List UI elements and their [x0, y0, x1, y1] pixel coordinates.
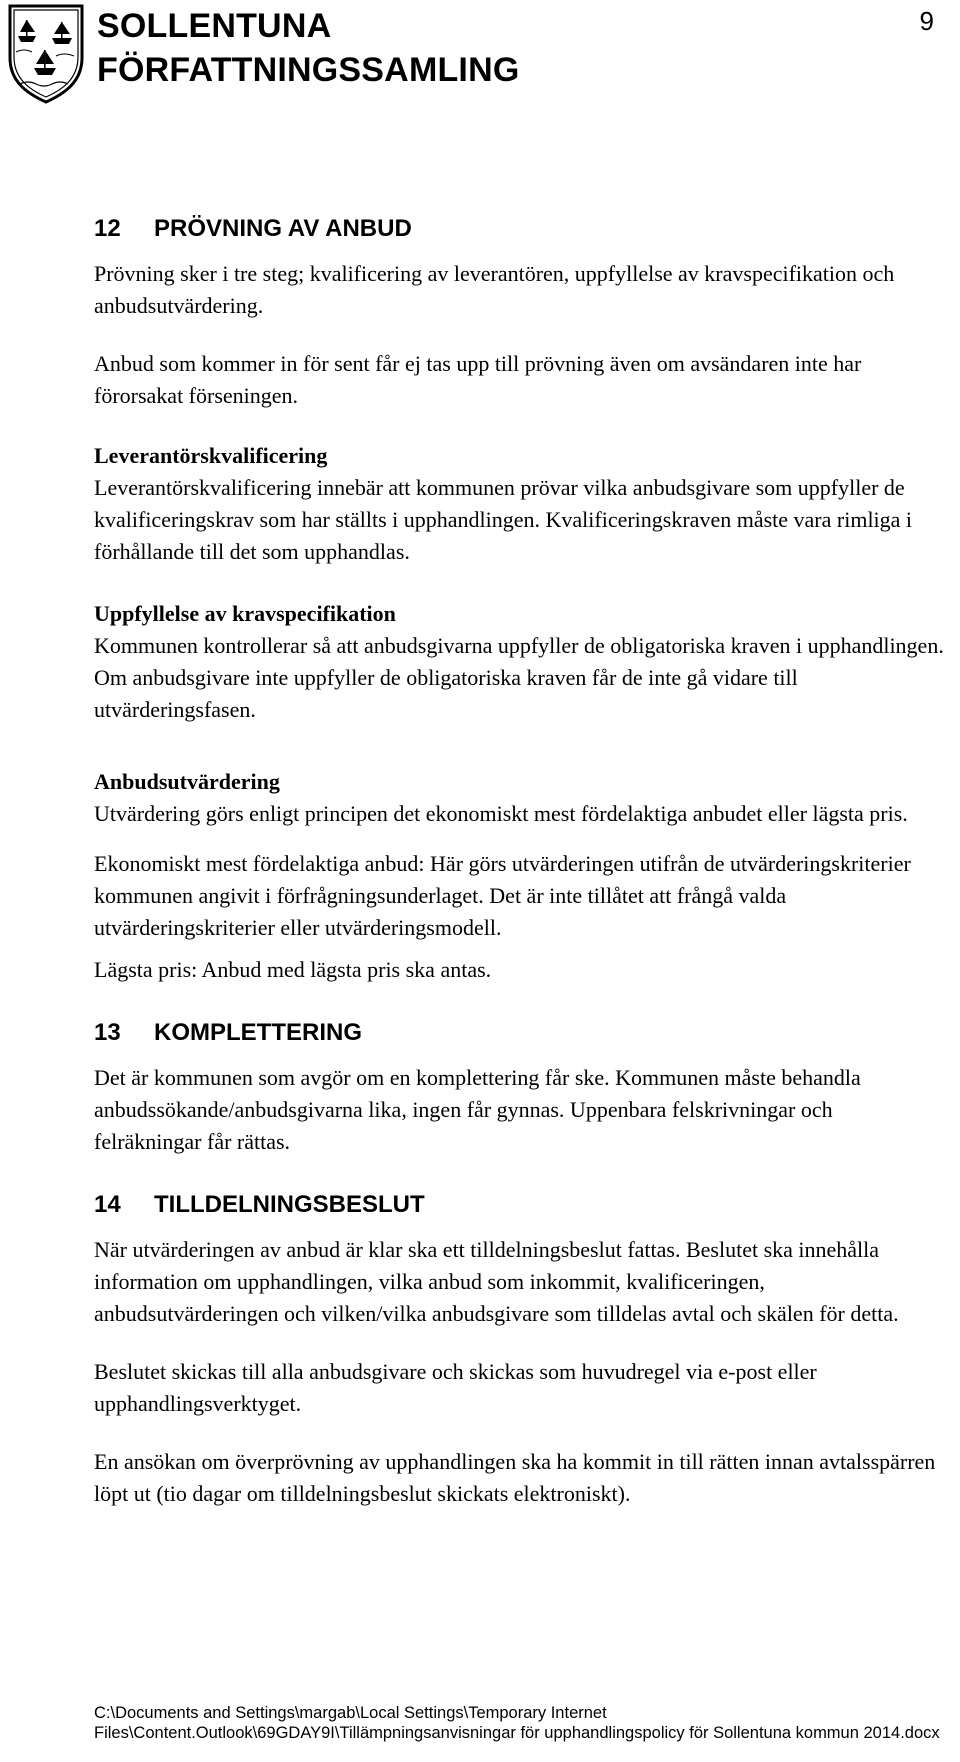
document-body: [94, 214, 944, 1510]
file-path-footer: C:\Documents and Settings\margab\Local Settings\Temporary Internet Files\Content.Outlook\69GDAY9I\Tillämpningsanvisningar för upphandlingspolicy för Sollentuna kommun 2014.docx: [94, 1704, 940, 1742]
section-heading-13: [94, 1018, 944, 1048]
collection-name-line: FÖRFATTNINGSSAMLING: [97, 51, 520, 89]
section-number: 13: [94, 1019, 121, 1046]
section-title: TILLDELNINGSBESLUT: [154, 1191, 425, 1218]
paragraph: Beslutet skickas till alla anbudsgivare och skickas som huvudregel via e-post eller upphandlingsverktyget.: [94, 1359, 817, 1416]
section-heading-14: [94, 1190, 944, 1220]
paragraph: Det är kommunen som avgör om en komplettering får ske. Kommunen måste behandla anbudssökande/anbudsgivarna lika, ingen får gynnas. Uppenbara felskrivningar och felräkningar får rättas.: [94, 1065, 861, 1154]
page-header: [0, 0, 960, 110]
paragraph: Anbud som kommer in för sent får ej tas upp till prövning även om avsändaren inte har förorsakat förseningen.: [94, 351, 862, 408]
section-title: PRÖVNING AV ANBUD: [154, 215, 412, 242]
subheading: Leverantörskvalificering: [94, 443, 328, 468]
org-name-line: SOLLENTUNA: [97, 7, 332, 45]
page-number: 9: [919, 6, 934, 36]
section-heading-12: [94, 214, 944, 244]
section-title: KOMPLETTERING: [154, 1019, 362, 1046]
paragraph: Leverantörskvalificering innebär att kommunen prövar vilka anbudsgivare som uppfyller de kvalificeringskrav som har ställts i upphandlingen. Kvalificeringskraven måste vara rimliga i förhållande till det som upphandlas.: [94, 475, 913, 564]
section-number: 12: [94, 215, 121, 242]
paragraph: Lägsta pris: Anbud med lägsta pris ska antas.: [94, 957, 492, 982]
paragraph: En ansökan om överprövning av upphandlingen ska ha kommit in till rätten innan avtalsspärren löpt ut (tio dagar om tilldelningsbeslut skickats elektroniskt).: [94, 1449, 936, 1506]
coat-of-arms-icon: [6, 2, 86, 104]
section-number: 14: [94, 1191, 121, 1218]
paragraph: Kommunen kontrollerar så att anbudsgivarna uppfyller de obligatoriska kraven i upphandlingen. Om anbudsgivare inte uppfyller de obligatoriska kraven får de inte gå vidare till utvärderingsfasen.: [94, 633, 944, 722]
organization-title: [97, 4, 519, 92]
paragraph: Utvärdering görs enligt principen det ekonomiskt mest fördelaktiga anbudet eller lägsta pris.: [94, 801, 908, 826]
paragraph: När utvärderingen av anbud är klar ska ett tilldelningsbeslut fattas. Beslutet ska innehålla information om upphandlingen, vilka anbud som inkommit, kvalificeringen, anbudsutvärderingen och vilken/vilka anbudsgivare som tilldelas avtal och skälen för detta.: [94, 1237, 899, 1326]
paragraph: Prövning sker i tre steg; kvalificering av leverantören, uppfyllelse av kravspecifikation och anbudsutvärdering.: [94, 261, 895, 318]
paragraph: Ekonomiskt mest fördelaktiga anbud: Här görs utvärderingen utifrån de utvärderingskriterier kommunen angivit i förfrågningsunderlaget. Det är inte tillåtet att frångå valda utvärderingskriterier eller utvärderingsmodell.: [94, 851, 911, 940]
subheading: Uppfyllelse av kravspecifikation: [94, 601, 396, 626]
subheading: Anbudsutvärdering: [94, 769, 280, 794]
